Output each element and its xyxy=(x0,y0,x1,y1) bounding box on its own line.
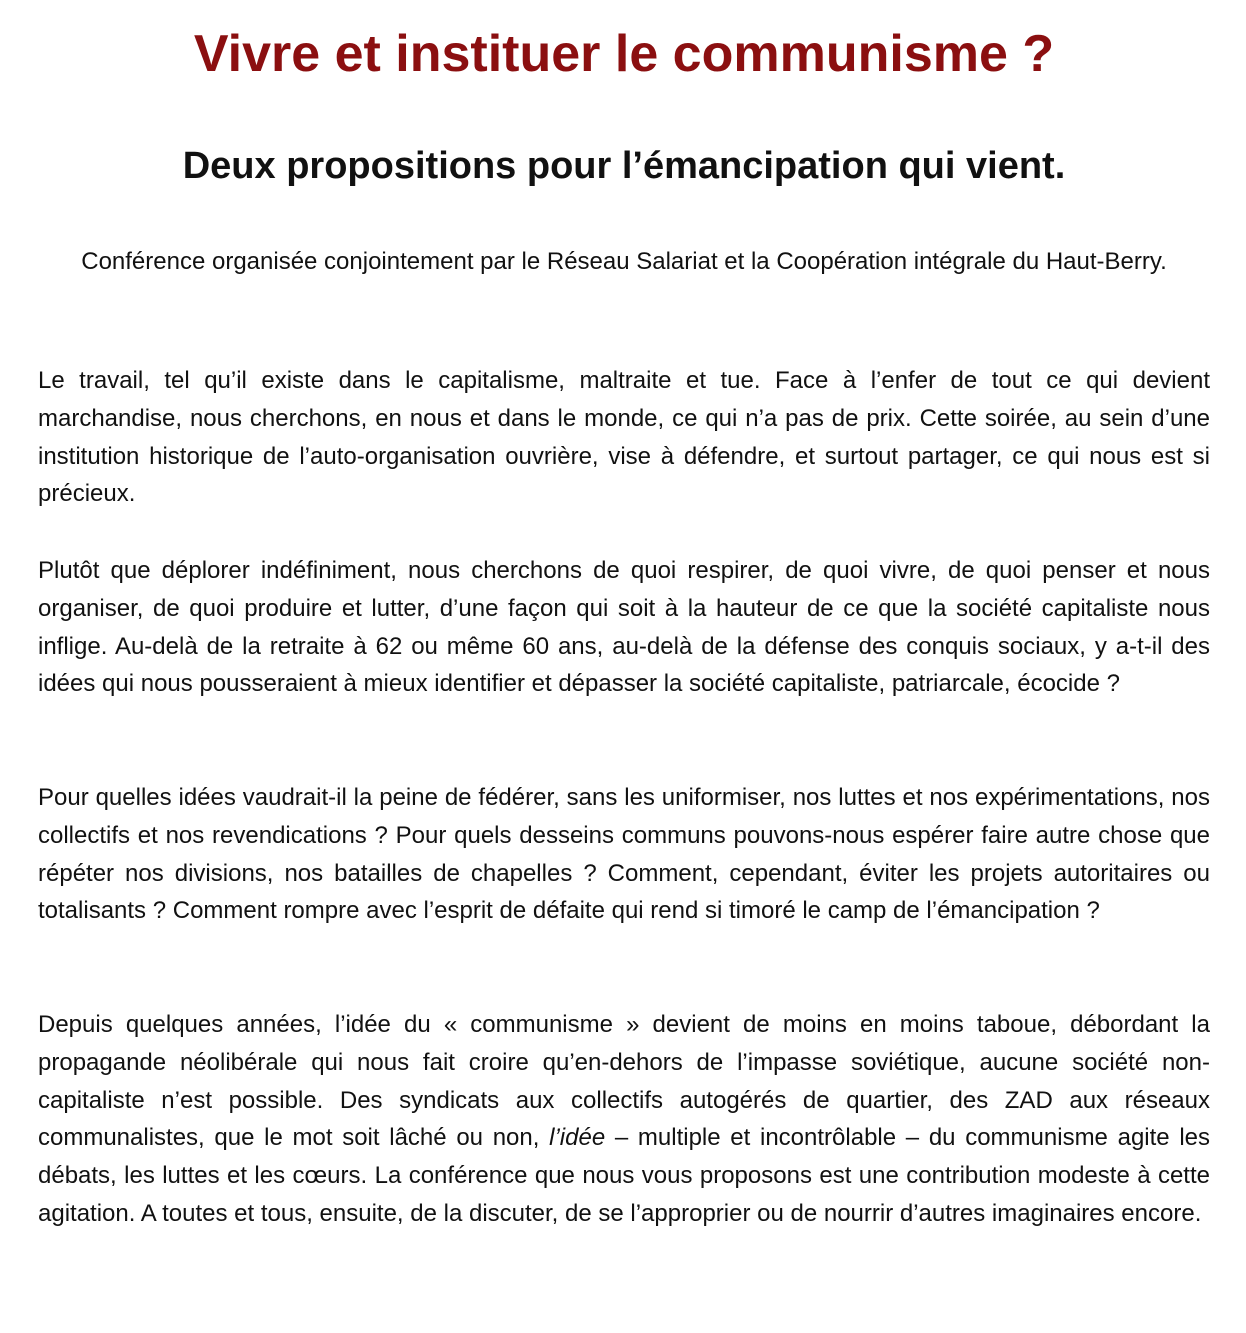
document-title: Vivre et instituer le communisme ? xyxy=(193,25,1055,83)
paragraph-1: Le travail, tel qu’il existe dans le capitalisme, maltraite et tue. Face à l’enfer de tout ce qui devient marchandise, nous cherchons, en nous et dans le monde, ce qui n’a pas de prix. Cette soirée, au sein d’une institution historique de l’auto-organisation ouvrière, vise à défendre, et surtout partager, ce qui nous est si précieux. xyxy=(38,367,1210,508)
document-subtitle: Deux propositions pour l’émancipation qui vient. xyxy=(182,145,1066,187)
paragraph-4-emphasis: l’idée xyxy=(549,1124,606,1152)
intro-text: Conférence organisée conjointement par le Réseau Salariat et la Coopération intégrale du Haut-Berry. xyxy=(81,248,1167,275)
paragraph-2: Plutôt que déplorer indéfiniment, nous cherchons de quoi respirer, de quoi vivre, de quoi penser et nous organiser, de quoi produire et lutter, d’une façon qui soit à la hauteur de ce que la société capitaliste nous inflige. Au-delà de la retraite à 62 ou même 60 ans, au-delà de la défense des conquis sociaux, y a-t-il des idées qui nous pousseraient à mieux identifier et dépasser la société capitaliste, patriarcale, écocide ? xyxy=(38,557,1210,698)
paragraph-3: Pour quelles idées vaudrait-il la peine de fédérer, sans les uniformiser, nos luttes et nos expérimentations, nos collectifs et nos revendications ? Pour quels desseins communs pouvons-nous espérer faire autre chose que répéter nos divisions, nos batailles de chapelles ? Comment, cependant, éviter les projets autoritaires ou totalisants ? Comment rompre avec l’esprit de défaite qui rend si timoré le camp de l’émancipation ? xyxy=(38,784,1210,925)
paragraph-4-end: – multiple et incontrôlable – du communisme agite les débats, les luttes et les cœurs. La conférence que nous vous proposons est une contribution modeste à cette agitation. A toutes et tous, ensuite, de la discuter, de se l’approprier ou de nourrir d’autres imaginaires encore. xyxy=(38,1124,1211,1227)
paragraph-4 xyxy=(38,1006,1210,1233)
paragraph-4-start: Depuis quelques années, l’idée du « communisme » devient de moins en moins taboue, débordant la propagande néolibérale qui nous fait croire qu’en-dehors de l’impasse soviétique, aucune société non-capitaliste n’est possible. Des syndicats aux collectifs autogérés de quartier, des ZAD aux réseaux communalistes, que le mot soit lâché ou non, xyxy=(38,1011,1210,1152)
